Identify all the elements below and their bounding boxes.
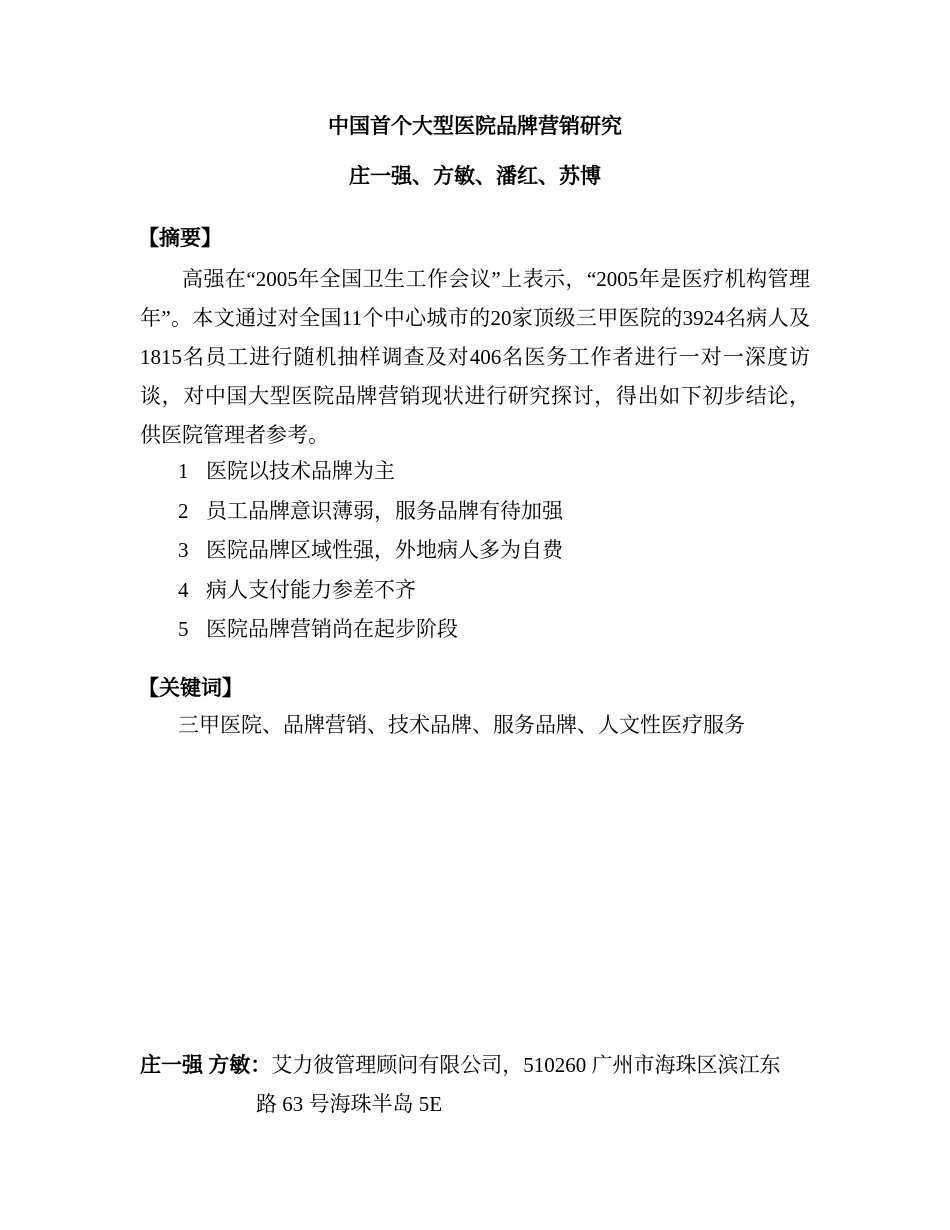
list-item	[178, 571, 818, 611]
author-affiliation	[140, 1046, 812, 1124]
finding-text: 员工品牌意识薄弱，服务品牌有待加强	[206, 498, 563, 523]
finding-number: 5	[178, 617, 189, 641]
keywords-heading: 【关键词】	[138, 676, 243, 700]
abstract-body: 高强在“2005年全国卫生工作会议”上表示，“2005年是医疗机构管理年”。本文通过对全国11个中心城市的20家顶级三甲医院的3924名病人及1815名员工进行随机抽样调查及对406名医务工作者进行一对一深度访谈，对中国大型医院品牌营销现状进行研究探讨，得出如下初步结论，供医院管理者参考。	[140, 267, 810, 447]
document-authors: 庄一强、方敏、潘红、苏博	[349, 164, 601, 188]
keywords-text: 三甲医院、品牌营销、技术品牌、服务品牌、人文性医疗服务	[178, 713, 745, 737]
abstract-paragraph	[140, 260, 810, 455]
list-item	[178, 531, 818, 571]
list-item	[178, 452, 818, 492]
finding-text: 医院以技术品牌为主	[206, 459, 395, 483]
document-title: 中国首个大型医院品牌营销研究	[328, 114, 622, 138]
list-item	[178, 610, 818, 650]
finding-number: 3	[178, 538, 189, 562]
list-item	[178, 492, 818, 532]
finding-number: 4	[178, 577, 189, 602]
affiliation-address-part-2: 路 63 号海珠半岛 5E	[256, 1092, 443, 1116]
finding-number: 2	[178, 498, 189, 523]
finding-text: 病人支付能力参差不齐	[206, 577, 416, 602]
affiliation-address-part-1: 艾力彼管理顾问有限公司，510260 广州市海珠区滨江东	[271, 1053, 781, 1077]
finding-text: 医院品牌区域性强，外地病人多为自费	[206, 538, 563, 562]
finding-number: 1	[178, 459, 189, 483]
finding-text: 医院品牌营销尚在起步阶段	[206, 617, 458, 641]
affiliation-line-1	[140, 1046, 812, 1085]
findings-list	[178, 452, 818, 650]
affiliation-authors-label: 庄一强 方敏：	[140, 1053, 272, 1077]
abstract-heading: 【摘要】	[138, 226, 222, 250]
